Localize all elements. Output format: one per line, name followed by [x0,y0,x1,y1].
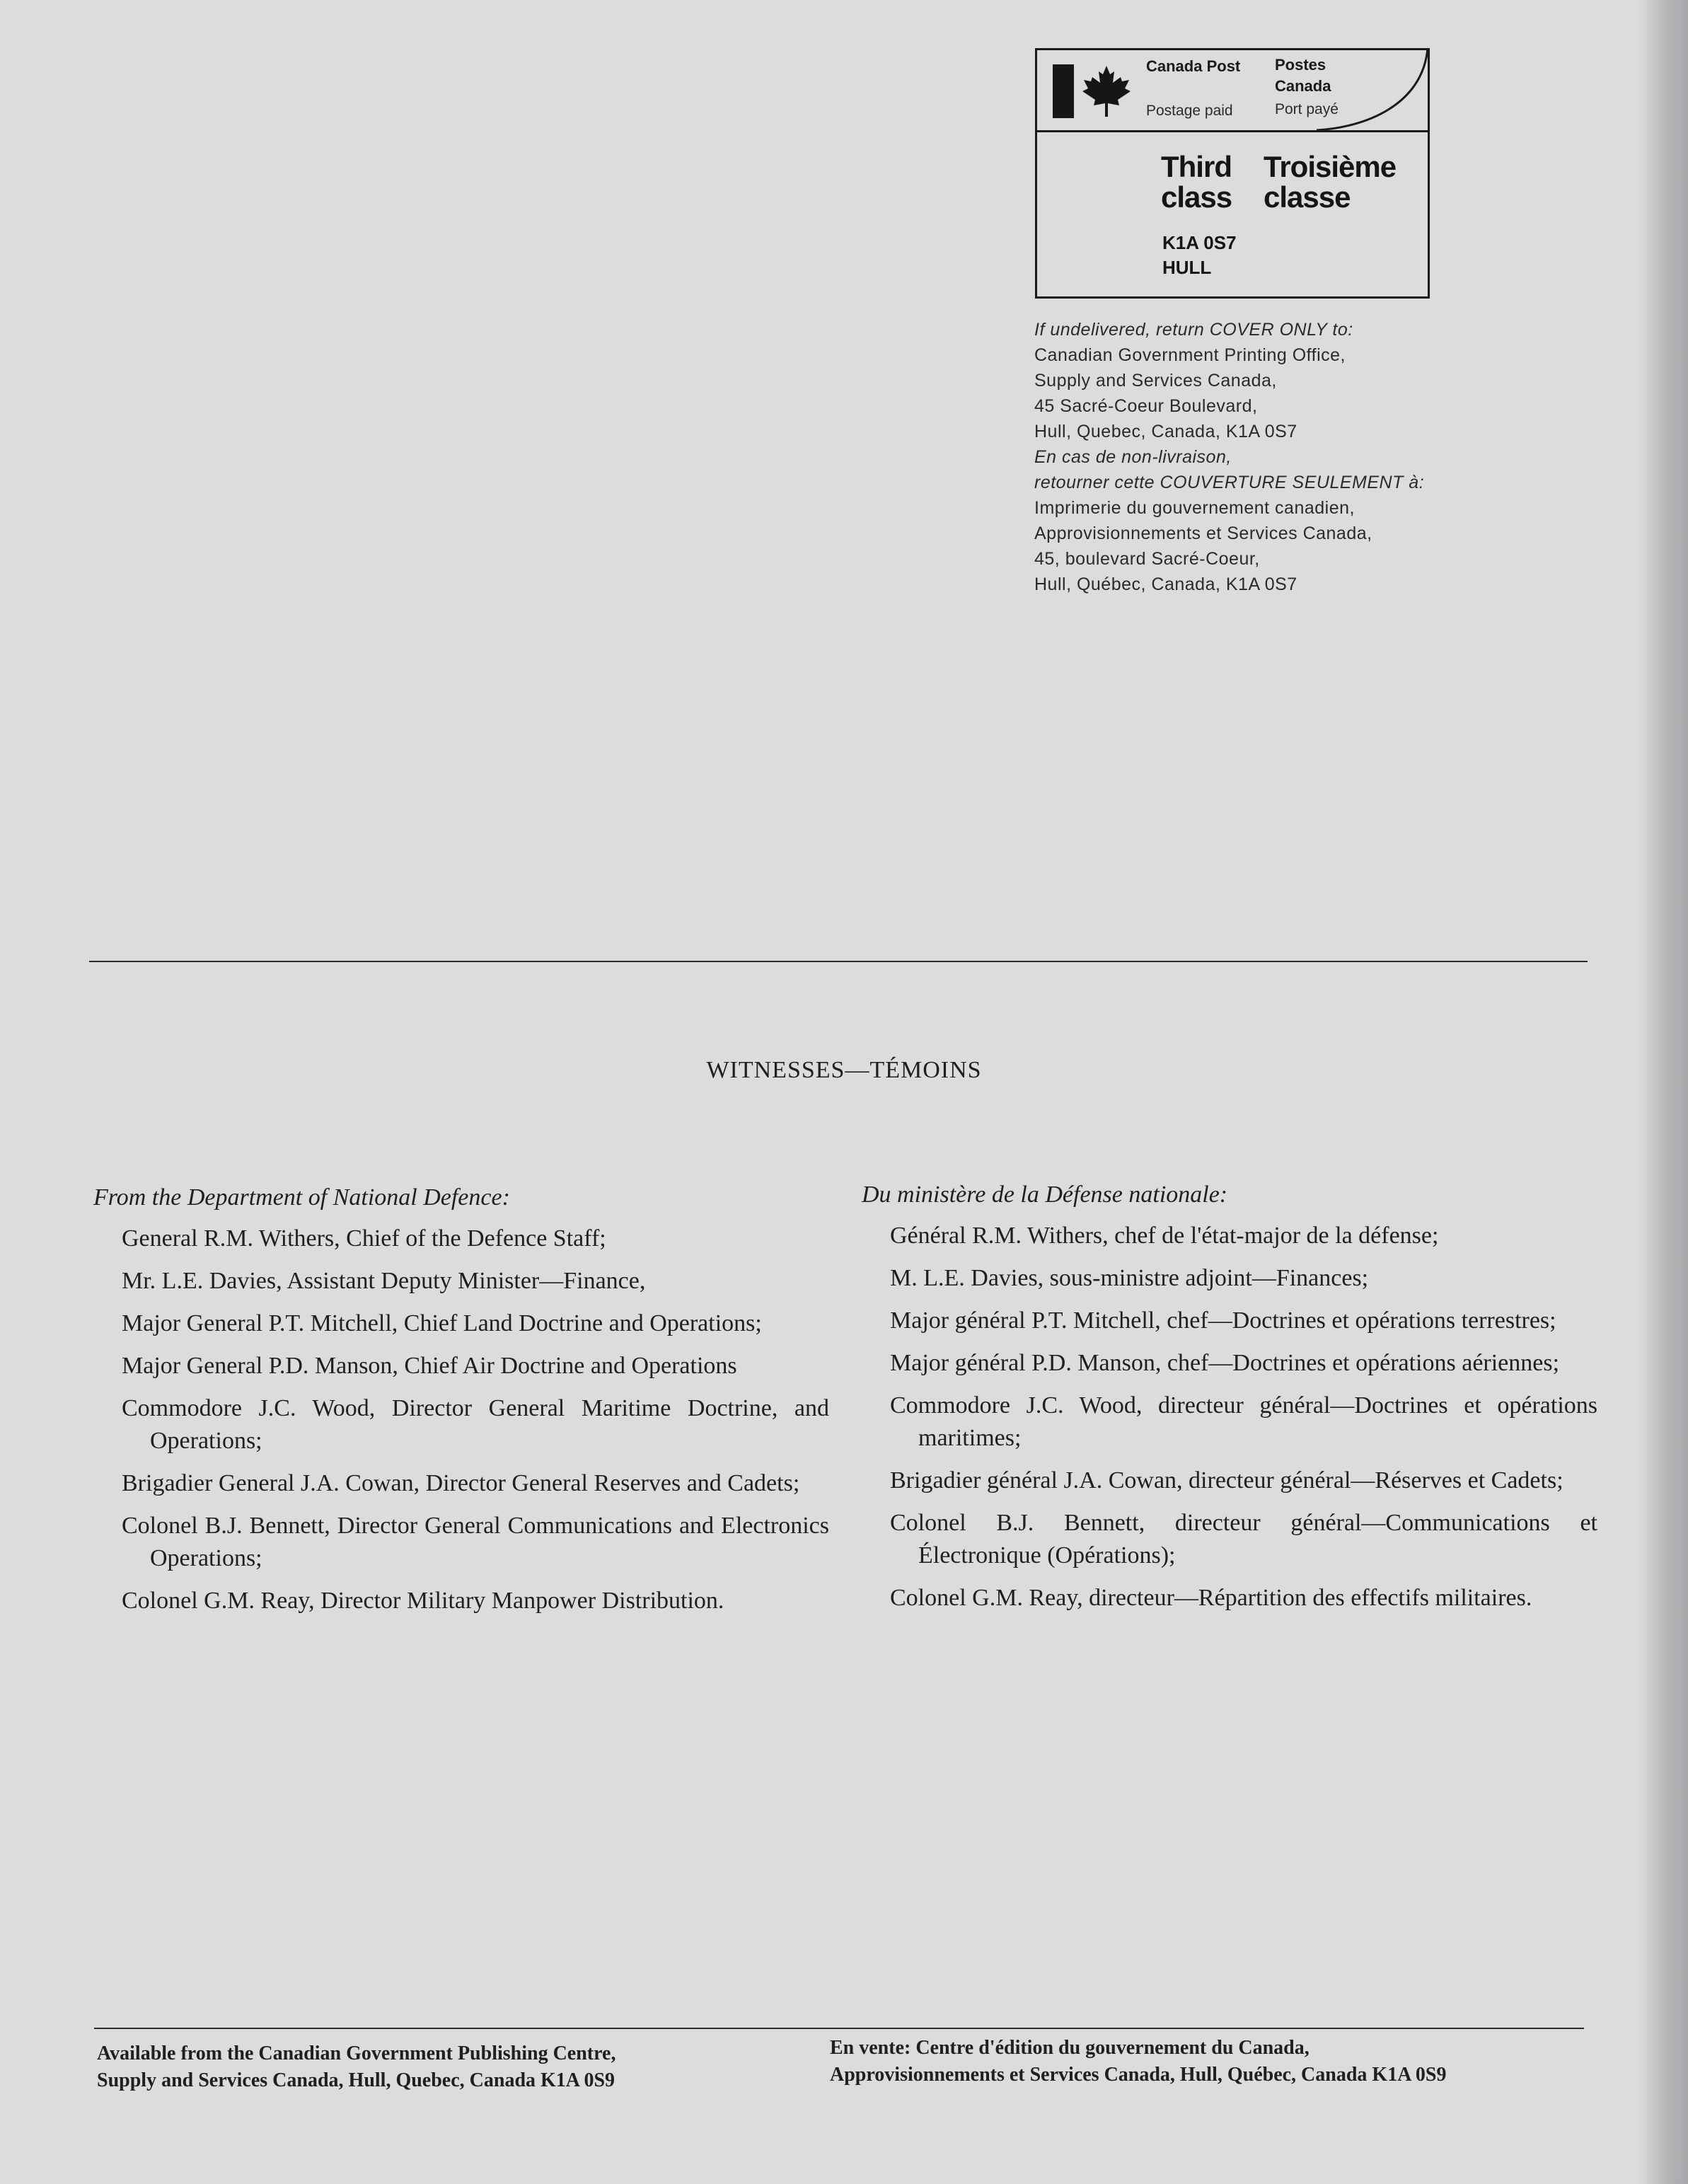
indicia-post-en: Canada Post [1146,57,1241,75]
footer-french [830,2035,1594,2088]
witness-entry: Colonel B.J. Bennett, Director General Communications and Electronics Operations; [122,1513,829,1571]
witness-entry: Major général P.D. Manson, chef—Doctrines et opérations aériennes; [890,1350,1560,1376]
footer-fr-line-1: En vente: Centre d'édition du gouvernement du Canada, [830,2037,1310,2059]
witness-entry: Major General P.D. Manson, Chief Air Doctrine and Operations [122,1353,737,1379]
return-fr-line: 45, boulevard Sacré-Coeur, [1034,549,1260,569]
return-en-line: If undelivered, return COVER ONLY to: [1034,320,1353,340]
witnesses-en-heading: From the Department of National Defence: [93,1184,510,1211]
footer-english [97,2040,804,2094]
witness-entry: Général R.M. Withers, chef de l'état-major de la défense; [890,1223,1439,1249]
return-fr-line: En cas de non-livraison, [1034,447,1232,467]
witness-entry: Major général P.T. Mitchell, chef—Doctrines et opérations terrestres; [890,1307,1556,1334]
class-en-line-2: class [1161,180,1232,214]
witness-entry: Colonel G.M. Reay, Director Military Manpower Distribution. [122,1588,724,1614]
witness-entry: Commodore J.C. Wood, directeur général—Doctrines et opérations maritimes; [890,1392,1597,1451]
return-fr-line: Approvisionnements et Services Canada, [1034,524,1372,543]
footer-en-line-2: Supply and Services Canada, Hull, Quebec, Canada K1A 0S9 [97,2069,615,2091]
witnesses-fr-heading: Du ministère de la Défense nationale: [862,1181,1228,1208]
return-en-line: 45 Sacré-Coeur Boulevard, [1034,396,1258,416]
indicia-city: HULL [1162,257,1212,278]
return-en-line: Hull, Quebec, Canada, K1A 0S7 [1034,422,1297,441]
indicia-postage-paid-fr: Port payé [1275,101,1339,117]
witness-entry: Mr. L.E. Davies, Assistant Deputy Minister—Finance, [122,1268,646,1294]
flag-bar [1053,64,1074,118]
witness-entry: Brigadier général J.A. Cowan, directeur général—Réserves et Cadets; [890,1467,1563,1493]
witnesses-french-column [862,1179,1597,1624]
witness-entry: Commodore J.C. Wood, Director General Maritime Doctrine, and Operations; [122,1395,829,1454]
postage-indicia [1035,48,1430,299]
witness-entry: Colonel G.M. Reay, directeur—Répartition des effectifs militaires. [890,1585,1532,1611]
section-divider [89,961,1588,962]
footer-divider [94,2028,1584,2029]
maple-leaf-icon [1081,64,1132,118]
witness-entry: M. L.E. Davies, sous-ministre adjoint—Finances; [890,1265,1369,1291]
page-edge-shadow [1638,0,1688,2184]
indicia-header [1037,50,1428,132]
class-fr-line-2: classe [1264,180,1351,214]
indicia-corner-curve [1317,48,1430,133]
class-fr-line-1: Troisième [1264,150,1397,183]
witness-entry: Brigadier General J.A. Cowan, Director General Reserves and Cadets; [122,1470,800,1496]
indicia-postal-code: K1A 0S7 [1162,232,1237,253]
return-fr-line: retourner cette COUVERTURE SEULEMENT à: [1034,473,1425,492]
return-en-line: Canadian Government Printing Office, [1034,345,1346,365]
footer-fr-line-2: Approvisionnements et Services Canada, Hull, Québec, Canada K1A 0S9 [830,2064,1447,2086]
witnesses-title: WITNESSES—TÉMOINS [706,1057,982,1083]
return-en-line: Supply and Services Canada, [1034,371,1277,391]
return-address [1034,317,1530,597]
witnesses-english-column [93,1181,829,1627]
witness-entry: Colonel B.J. Bennett, directeur général—Communications et Électronique (Opérations); [890,1510,1597,1568]
footer-en-line-1: Available from the Canadian Government Publishing Centre, [97,2043,616,2064]
witness-entry: General R.M. Withers, Chief of the Defence Staff; [122,1225,606,1252]
return-fr-line: Hull, Québec, Canada, K1A 0S7 [1034,574,1297,594]
class-en-line-1: Third [1161,150,1232,183]
return-fr-line: Imprimerie du gouvernement canadien, [1034,498,1355,518]
indicia-post-fr: Postes Canada [1275,56,1331,95]
witness-entry: Major General P.T. Mitchell, Chief Land Doctrine and Operations; [122,1310,762,1336]
indicia-postage-paid-en: Postage paid [1146,103,1233,119]
